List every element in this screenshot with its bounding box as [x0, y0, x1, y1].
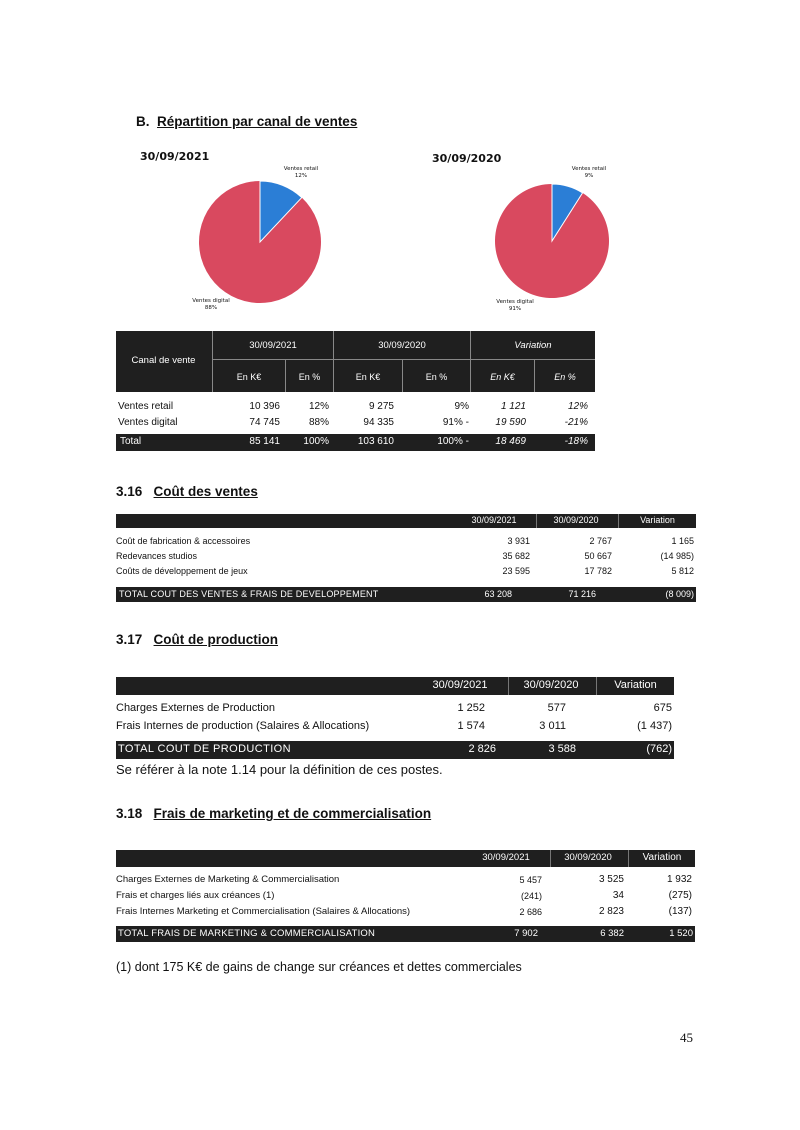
pie-2-date: 30/09/2020 [432, 152, 502, 165]
total-pct-2020: 100% - [437, 436, 469, 447]
section-317-title: Coût de production [153, 632, 279, 647]
pie-2020-digital-label [490, 299, 540, 313]
group-variation: Variation [514, 340, 552, 351]
section-316-heading [116, 484, 258, 499]
value-2020: 50 667 [584, 551, 612, 561]
row-label: Charges Externes de Production [116, 702, 275, 714]
row-label: Redevances studios [116, 551, 198, 561]
row-label: Frais et charges liés aux créances (1) [116, 890, 275, 901]
pie-chart-2020 [494, 183, 610, 299]
s317-note: Se référer à la note 1.14 pour la définition de ces postes. [116, 762, 443, 777]
row-label: Ventes retail [118, 401, 174, 412]
total-variation: 1 520 [669, 928, 693, 939]
channel-total-row [116, 434, 595, 451]
pct-2021: 88% [308, 417, 329, 428]
value-2021: 74 745 [249, 417, 280, 428]
value-2020: 577 [547, 702, 566, 714]
value-variation: 1 932 [666, 874, 692, 885]
total-variation: (762) [646, 743, 672, 755]
pie-2020-retail-name: Ventes retail [571, 166, 607, 172]
row-label: Frais Internes Marketing et Commercialisation (Salaires & Allocations) [116, 906, 411, 917]
value-2020: 3 525 [598, 874, 624, 885]
value-2021: 1 252 [457, 702, 485, 714]
total-label: TOTAL FRAIS DE MARKETING & COMMERCIALISATION [118, 928, 376, 939]
value-variation: (1 437) [637, 720, 672, 732]
section-316-title: Coût des ventes [153, 484, 258, 499]
total-value-2021: 85 141 [249, 436, 280, 447]
total-value-2020: 103 610 [357, 436, 394, 447]
pie-2021-retail-label [276, 166, 326, 180]
value-2020: 3 011 [539, 720, 566, 732]
s317-col-variation: Variation [614, 679, 657, 691]
s316-header-bar [116, 514, 696, 528]
pie-2021-retail-name: Ventes retail [283, 166, 319, 172]
pie-chart-2021 [198, 180, 322, 304]
s316-col-2021: 30/09/2021 [471, 515, 517, 525]
value-2021: 2 686 [519, 907, 542, 917]
s316-col-2020: 30/09/2020 [553, 515, 599, 525]
value-variation: (275) [668, 890, 692, 901]
total-2021: 7 902 [514, 928, 538, 939]
total-2021: 2 826 [468, 743, 496, 755]
s316-total-row [116, 587, 696, 602]
group-2020: 30/09/2020 [378, 340, 426, 351]
total-2020: 71 216 [568, 589, 596, 599]
sub-en-ke-2020: En K€ [355, 372, 381, 382]
sub-en-ke-var: En K€ [490, 372, 515, 382]
sub-en-pct-2021: En % [298, 372, 321, 382]
total-2020: 6 382 [600, 928, 624, 939]
pie-2021-digital-pct: 88% [204, 305, 218, 311]
pie-2021-retail-pct: 12% [294, 173, 308, 179]
var-pct: 12% [567, 401, 588, 412]
pct-2020: 91% - [442, 417, 469, 428]
total-pct-2021: 100% [303, 436, 329, 447]
value-variation: 5 812 [671, 566, 694, 576]
total-variation: (8 009) [665, 589, 694, 599]
section-b-prefix: B. [136, 114, 150, 129]
section-318-heading [116, 806, 431, 821]
pct-2021: 12% [308, 401, 329, 412]
row-label: Ventes digital [118, 417, 178, 428]
pie-2021-digital-label [186, 298, 236, 312]
total-label: TOTAL COUT DE PRODUCTION [118, 743, 291, 755]
value-variation: 675 [653, 702, 672, 714]
value-variation: (137) [668, 906, 692, 917]
section-318-number: 3.18 [116, 806, 143, 821]
pie-2020-digital-pct: 91% [508, 306, 522, 312]
value-2020: 17 782 [584, 566, 612, 576]
value-2021: 1 574 [457, 720, 485, 732]
section-317-number: 3.17 [116, 632, 143, 647]
pie-2020-retail-pct: 9% [584, 173, 594, 179]
value-2021: 23 595 [502, 566, 530, 576]
pie-2020-digital-name: Ventes digital [496, 299, 534, 305]
section-318-title: Frais de marketing et de commercialisation [153, 806, 432, 821]
value-2021: 35 682 [502, 551, 530, 561]
section-b-title: Répartition par canal de ventes [157, 114, 358, 129]
row-label: Coûts de développement de jeux [116, 566, 248, 576]
channel-col-header: Canal de vente [131, 355, 196, 366]
s318-col-variation: Variation [642, 852, 682, 863]
total-label: TOTAL COUT DES VENTES & FRAIS DE DEVELOPPEMENT [119, 589, 379, 599]
value-2021: (241) [520, 891, 542, 901]
s317-header-bar [116, 677, 674, 695]
value-2020: 34 [612, 890, 624, 901]
s318-col-2021: 30/09/2021 [482, 852, 530, 863]
value-2021: 5 457 [519, 875, 542, 885]
s317-col-2020: 30/09/2020 [523, 679, 579, 691]
value-2020: 94 335 [363, 417, 394, 428]
pie-2021-digital-name: Ventes digital [192, 298, 230, 304]
row-label: Coût de fabrication & accessoires [116, 536, 251, 546]
s317-total-row [116, 741, 674, 759]
page-number: 45 [680, 1030, 693, 1045]
s318-col-2020: 30/09/2020 [564, 852, 612, 863]
channel-table-header [116, 331, 595, 392]
value-2021: 3 931 [507, 536, 530, 546]
s317-col-2021: 30/09/2021 [432, 679, 488, 691]
pie-2020-retail-label [564, 166, 614, 180]
value-2021: 10 396 [249, 401, 280, 412]
total-var-pct: -18% [564, 436, 588, 447]
s316-col-variation: Variation [640, 515, 675, 525]
sub-en-pct-2020: En % [425, 372, 448, 382]
var-ke: 19 590 [495, 417, 526, 428]
sub-en-pct-var: En % [554, 372, 576, 382]
s318-footnote: (1) dont 175 K€ de gains de change sur créances et dettes commerciales [116, 960, 522, 974]
value-2020: 2 823 [598, 906, 624, 917]
value-2020: 2 767 [589, 536, 612, 546]
section-316-number: 3.16 [116, 484, 143, 499]
section-b-heading [136, 114, 357, 129]
row-label: Charges Externes de Marketing & Commercialisation [116, 874, 340, 885]
pct-2020: 9% [454, 401, 469, 412]
pie-1-date: 30/09/2021 [140, 150, 210, 163]
total-label: Total [120, 436, 142, 447]
var-pct: -21% [564, 417, 588, 428]
divider [213, 359, 595, 360]
section-317-heading [116, 632, 278, 647]
row-label: Frais Internes de production (Salaires & Allocations) [116, 720, 370, 732]
value-variation: 1 165 [671, 536, 694, 546]
total-2020: 3 588 [548, 743, 576, 755]
value-variation: (14 985) [660, 551, 694, 561]
total-2021: 63 208 [484, 589, 512, 599]
sub-en-ke-2021: En K€ [236, 372, 262, 382]
s318-header-bar [116, 850, 695, 867]
var-ke: 1 121 [500, 401, 526, 412]
value-2020: 9 275 [368, 401, 394, 412]
total-var-ke: 18 469 [495, 436, 526, 447]
group-2021: 30/09/2021 [249, 340, 297, 351]
s318-total-row [116, 926, 695, 942]
